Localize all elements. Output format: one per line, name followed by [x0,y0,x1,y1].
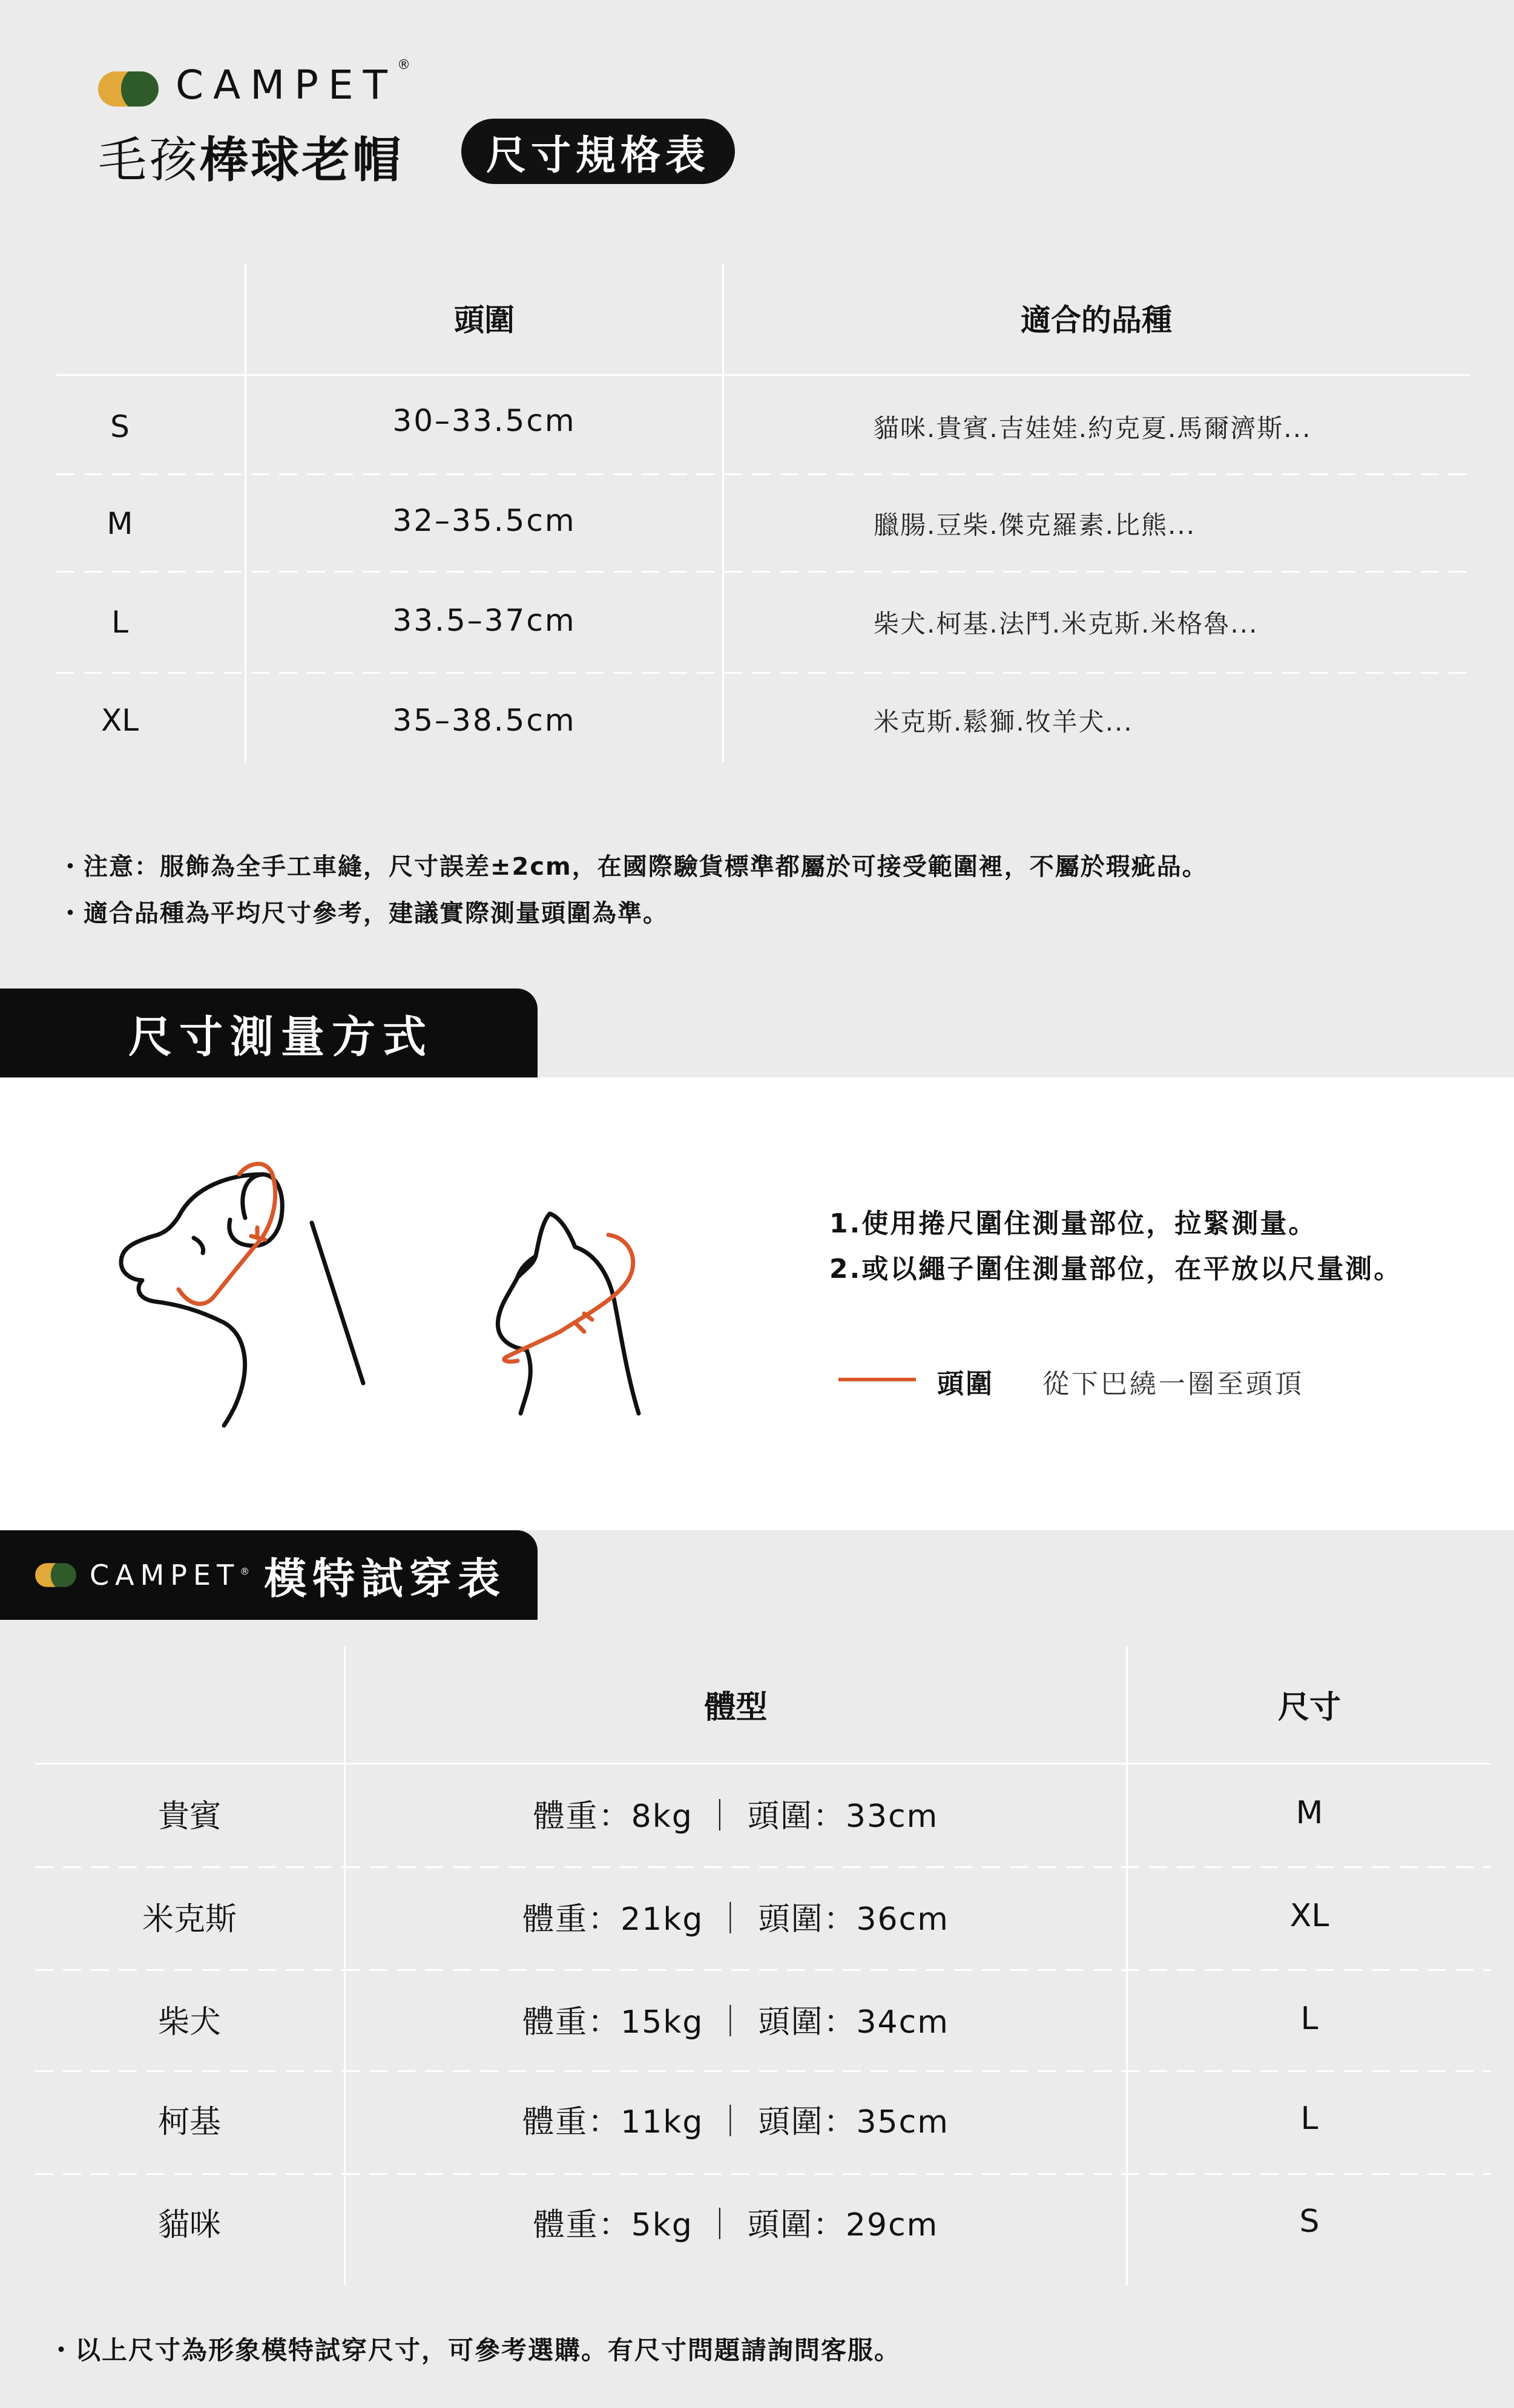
column-header-head: 頭圍 [454,303,515,338]
separator: ｜ [714,2004,748,2041]
model-head: 頭圍：34cm [758,2004,949,2041]
model-breed: 柴犬 [157,2004,221,2041]
model-size: L [1300,2100,1318,2137]
size-label-xl: XL [100,703,139,738]
legend-description: 從下巴繞一圈至頭頂 [1042,1369,1304,1400]
model-breed: 貴賓 [157,1798,221,1835]
model-tab: CAMPET® 模特試穿表 [0,1530,538,1620]
model-head: 頭圍：29cm [747,2206,939,2243]
head-range: 32–35.5cm [392,503,576,538]
cat-head-measure-illustration [484,1205,666,1429]
model-body-info [346,2179,1126,2264]
measure-step-1: 1.使用捲尺圍住測量部位，拉緊測量。 [829,1208,1317,1239]
model-size: S [1299,2203,1320,2240]
head-range: 33.5–37cm [392,603,576,638]
model-body-info [346,2076,1126,2161]
size-label-l: L [111,605,128,640]
brand-name: CAMPET® [176,58,410,108]
separator: ｜ [703,2206,737,2243]
breed-list: 貓咪.貴賓.吉娃娃.約克夏.馬爾濟斯... [874,413,1312,443]
campet-logo-icon [35,1563,76,1587]
column-header-breeds: 適合的品種 [1021,303,1172,338]
model-brand: CAMPET® [90,1559,250,1591]
size-chart-pill: 尺寸規格表 [461,119,735,184]
model-weight: 體重：5kg [533,2206,693,2243]
model-head: 頭圍：36cm [758,1901,949,1938]
size-label-m: M [107,506,133,541]
breed-list: 米克斯.鬆獅.牧羊犬... [874,707,1133,737]
separator: ｜ [714,2104,748,2140]
product-title: 毛孩棒球老帽 [98,132,403,188]
model-size: M [1295,1795,1323,1831]
campet-logo-icon [98,71,159,107]
column-header-body: 體型 [704,1689,768,1726]
model-weight: 體重：8kg [533,1798,693,1835]
dog-head-measure-illustration [109,1150,387,1441]
note-handmade: ・注意：服飾為全手工車縫，尺寸誤差±2cm，在國際驗貨標準都屬於可接受範圍裡，不屬於瑕疵品。 [58,853,1208,881]
model-breed: 米克斯 [142,1901,237,1938]
note-breed-reference: ・適合品種為平均尺寸參考，建議實際測量頭圍為準。 [58,900,668,927]
head-circumference-legend-line [838,1378,916,1381]
head-range: 35–38.5cm [392,703,576,738]
model-size: L [1300,2001,1318,2037]
model-size: XL [1289,1898,1329,1934]
measure-step-2: 2.或以繩子圍住測量部位，在平放以尺量測。 [829,1254,1403,1285]
model-body-info [346,1873,1126,1958]
model-head: 頭圍：35cm [758,2104,949,2140]
head-range: 30–33.5cm [392,403,576,438]
model-weight: 體重：11kg [522,2104,704,2140]
column-header-size: 尺寸 [1277,1689,1341,1726]
separator: ｜ [714,1901,748,1938]
size-label-s: S [110,409,130,444]
legend-label: 頭圍 [937,1369,994,1400]
separator: ｜ [703,1798,737,1835]
model-head: 頭圍：33cm [747,1798,939,1835]
model-weight: 體重：21kg [522,1901,704,1938]
footer-note: ・以上尺寸為形象模特試穿尺寸，可參考選購。有尺寸問題請詢問客服。 [48,2335,901,2365]
breed-list: 臘腸.豆柴.傑克羅素.比熊... [874,510,1196,540]
model-body-info [346,1771,1126,1855]
model-breed: 柯基 [157,2104,221,2140]
measure-tab: 尺寸測量方式 [0,989,538,1078]
model-body-info [346,1976,1126,2061]
breed-list: 柴犬.柯基.法鬥.米克斯.米格魯... [874,609,1259,639]
model-breed: 貓咪 [157,2206,221,2243]
model-weight: 體重：15kg [522,2004,704,2041]
